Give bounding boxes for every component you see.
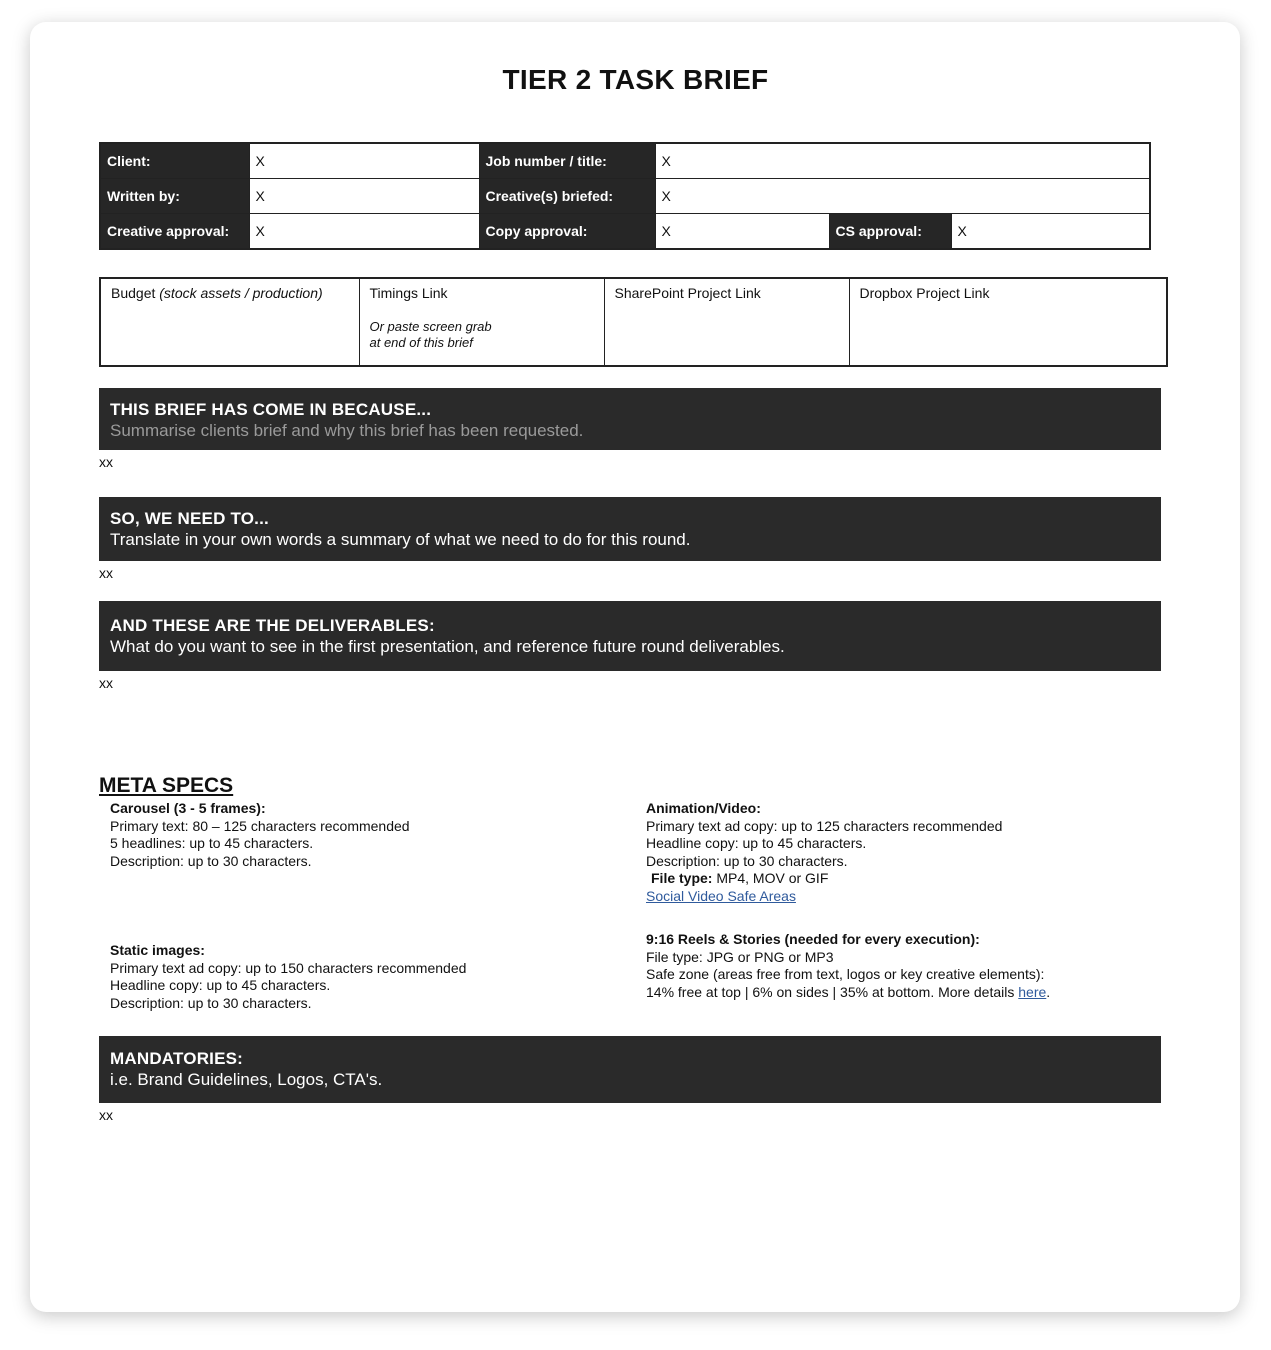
carousel-line: Primary text: 80 – 125 characters recommended xyxy=(110,817,410,834)
static-line: Primary text ad copy: up to 150 characters recommended xyxy=(110,959,467,976)
section-need-desc: Translate in your own words a summary of what we need to do for this round. xyxy=(110,530,691,549)
sharepoint-cell[interactable] xyxy=(604,278,849,366)
section-need-value[interactable]: xx xyxy=(99,565,113,581)
client-field[interactable]: X xyxy=(249,143,479,179)
static-line: Headline copy: up to 45 characters. xyxy=(110,977,331,993)
animation-spec xyxy=(646,800,1002,905)
budget-cell[interactable] xyxy=(100,278,359,366)
timings-note-line-1: Or paste screen grab xyxy=(369,319,492,334)
timings-cell[interactable] xyxy=(359,278,604,366)
cs-approval-label: CS approval: xyxy=(829,214,951,250)
sharepoint-link-label: SharePoint Project Link xyxy=(614,285,761,301)
carousel-heading: Carousel (3 - 5 frames): xyxy=(110,800,266,816)
section-deliverables-value[interactable]: xx xyxy=(99,675,113,691)
meta-specs-title: META SPECS xyxy=(99,774,234,797)
static-heading: Static images: xyxy=(110,942,205,958)
dropbox-cell[interactable] xyxy=(849,278,1167,366)
project-links-table xyxy=(99,277,1168,367)
section-because-value[interactable]: xx xyxy=(99,454,113,470)
reels-line-end: . xyxy=(1046,983,1051,1000)
brief-info-table xyxy=(99,142,1151,250)
reels-spec xyxy=(646,931,1050,1001)
carousel-spec xyxy=(110,800,410,870)
copy-approval-label: Copy approval: xyxy=(479,214,655,250)
creatives-briefed-field[interactable]: X xyxy=(655,179,1150,214)
reels-line: File type: JPG or PNG or MP3 xyxy=(646,948,834,965)
copy-approval-field[interactable]: X xyxy=(655,214,829,250)
animation-line: Primary text ad copy: up to 125 characters recommended xyxy=(646,817,1003,834)
section-because-heading: THIS BRIEF HAS COME IN BECAUSE... xyxy=(110,400,432,419)
budget-note: (stock assets / production) xyxy=(159,285,323,301)
filetype-value: MP4, MOV or GIF xyxy=(712,870,829,886)
timings-link-label: Timings Link xyxy=(369,285,448,301)
cs-approval-field[interactable]: X xyxy=(951,214,1150,250)
job-field[interactable]: X xyxy=(655,143,1150,179)
animation-line: Description: up to 30 characters. xyxy=(646,852,848,869)
section-deliverables-bar xyxy=(99,601,1161,671)
section-need-bar xyxy=(99,497,1161,561)
job-label: Job number / title: xyxy=(479,143,655,179)
social-video-safe-areas-link[interactable]: Social Video Safe Areas xyxy=(646,887,796,904)
reels-safe-zone-line: 14% free at top | 6% on sides | 35% at bottom. More details xyxy=(646,983,1019,1000)
here-link[interactable]: here xyxy=(1018,983,1047,1000)
reels-line: Safe zone (areas free from text, logos or key creative elements): xyxy=(646,966,1045,982)
creatives-briefed-label: Creative(s) briefed: xyxy=(479,179,655,214)
page-title: TIER 2 TASK BRIEF xyxy=(502,64,769,95)
section-mandatories-desc: i.e. Brand Guidelines, Logos, CTA's. xyxy=(110,1070,383,1089)
budget-label: Budget xyxy=(111,285,156,301)
animation-line: Headline copy: up to 45 characters. xyxy=(646,835,867,851)
static-line: Description: up to 30 characters. xyxy=(110,994,312,1011)
written-by-label: Written by: xyxy=(100,179,249,214)
section-mandatories-heading: MANDATORIES: xyxy=(110,1049,244,1068)
creative-approval-field[interactable]: X xyxy=(249,214,479,250)
written-by-field[interactable]: X xyxy=(249,179,479,214)
carousel-line: 5 headlines: up to 45 characters. xyxy=(110,835,314,851)
section-because-bar xyxy=(99,388,1161,450)
animation-heading: Animation/Video: xyxy=(646,800,761,816)
static-spec xyxy=(110,942,466,1012)
client-label: Client: xyxy=(100,143,249,179)
reels-heading: 9:16 Reels & Stories (needed for every execution): xyxy=(646,931,980,947)
section-deliverables-desc: What do you want to see in the first presentation, and reference future round deliverables. xyxy=(110,637,785,656)
timings-note-line-2: at end of this brief xyxy=(369,335,473,350)
dropbox-link-label: Dropbox Project Link xyxy=(859,285,990,301)
section-mandatories-bar xyxy=(99,1036,1161,1103)
carousel-line: Description: up to 30 characters. xyxy=(110,852,312,869)
creative-approval-label: Creative approval: xyxy=(100,214,249,250)
section-need-heading: SO, WE NEED TO... xyxy=(110,509,269,528)
section-because-desc: Summarise clients brief and why this brief has been requested. xyxy=(110,421,584,440)
section-deliverables-heading: AND THESE ARE THE DELIVERABLES: xyxy=(110,616,435,635)
filetype-label: File type: xyxy=(651,870,713,886)
section-mandatories-value[interactable]: xx xyxy=(99,1107,113,1123)
